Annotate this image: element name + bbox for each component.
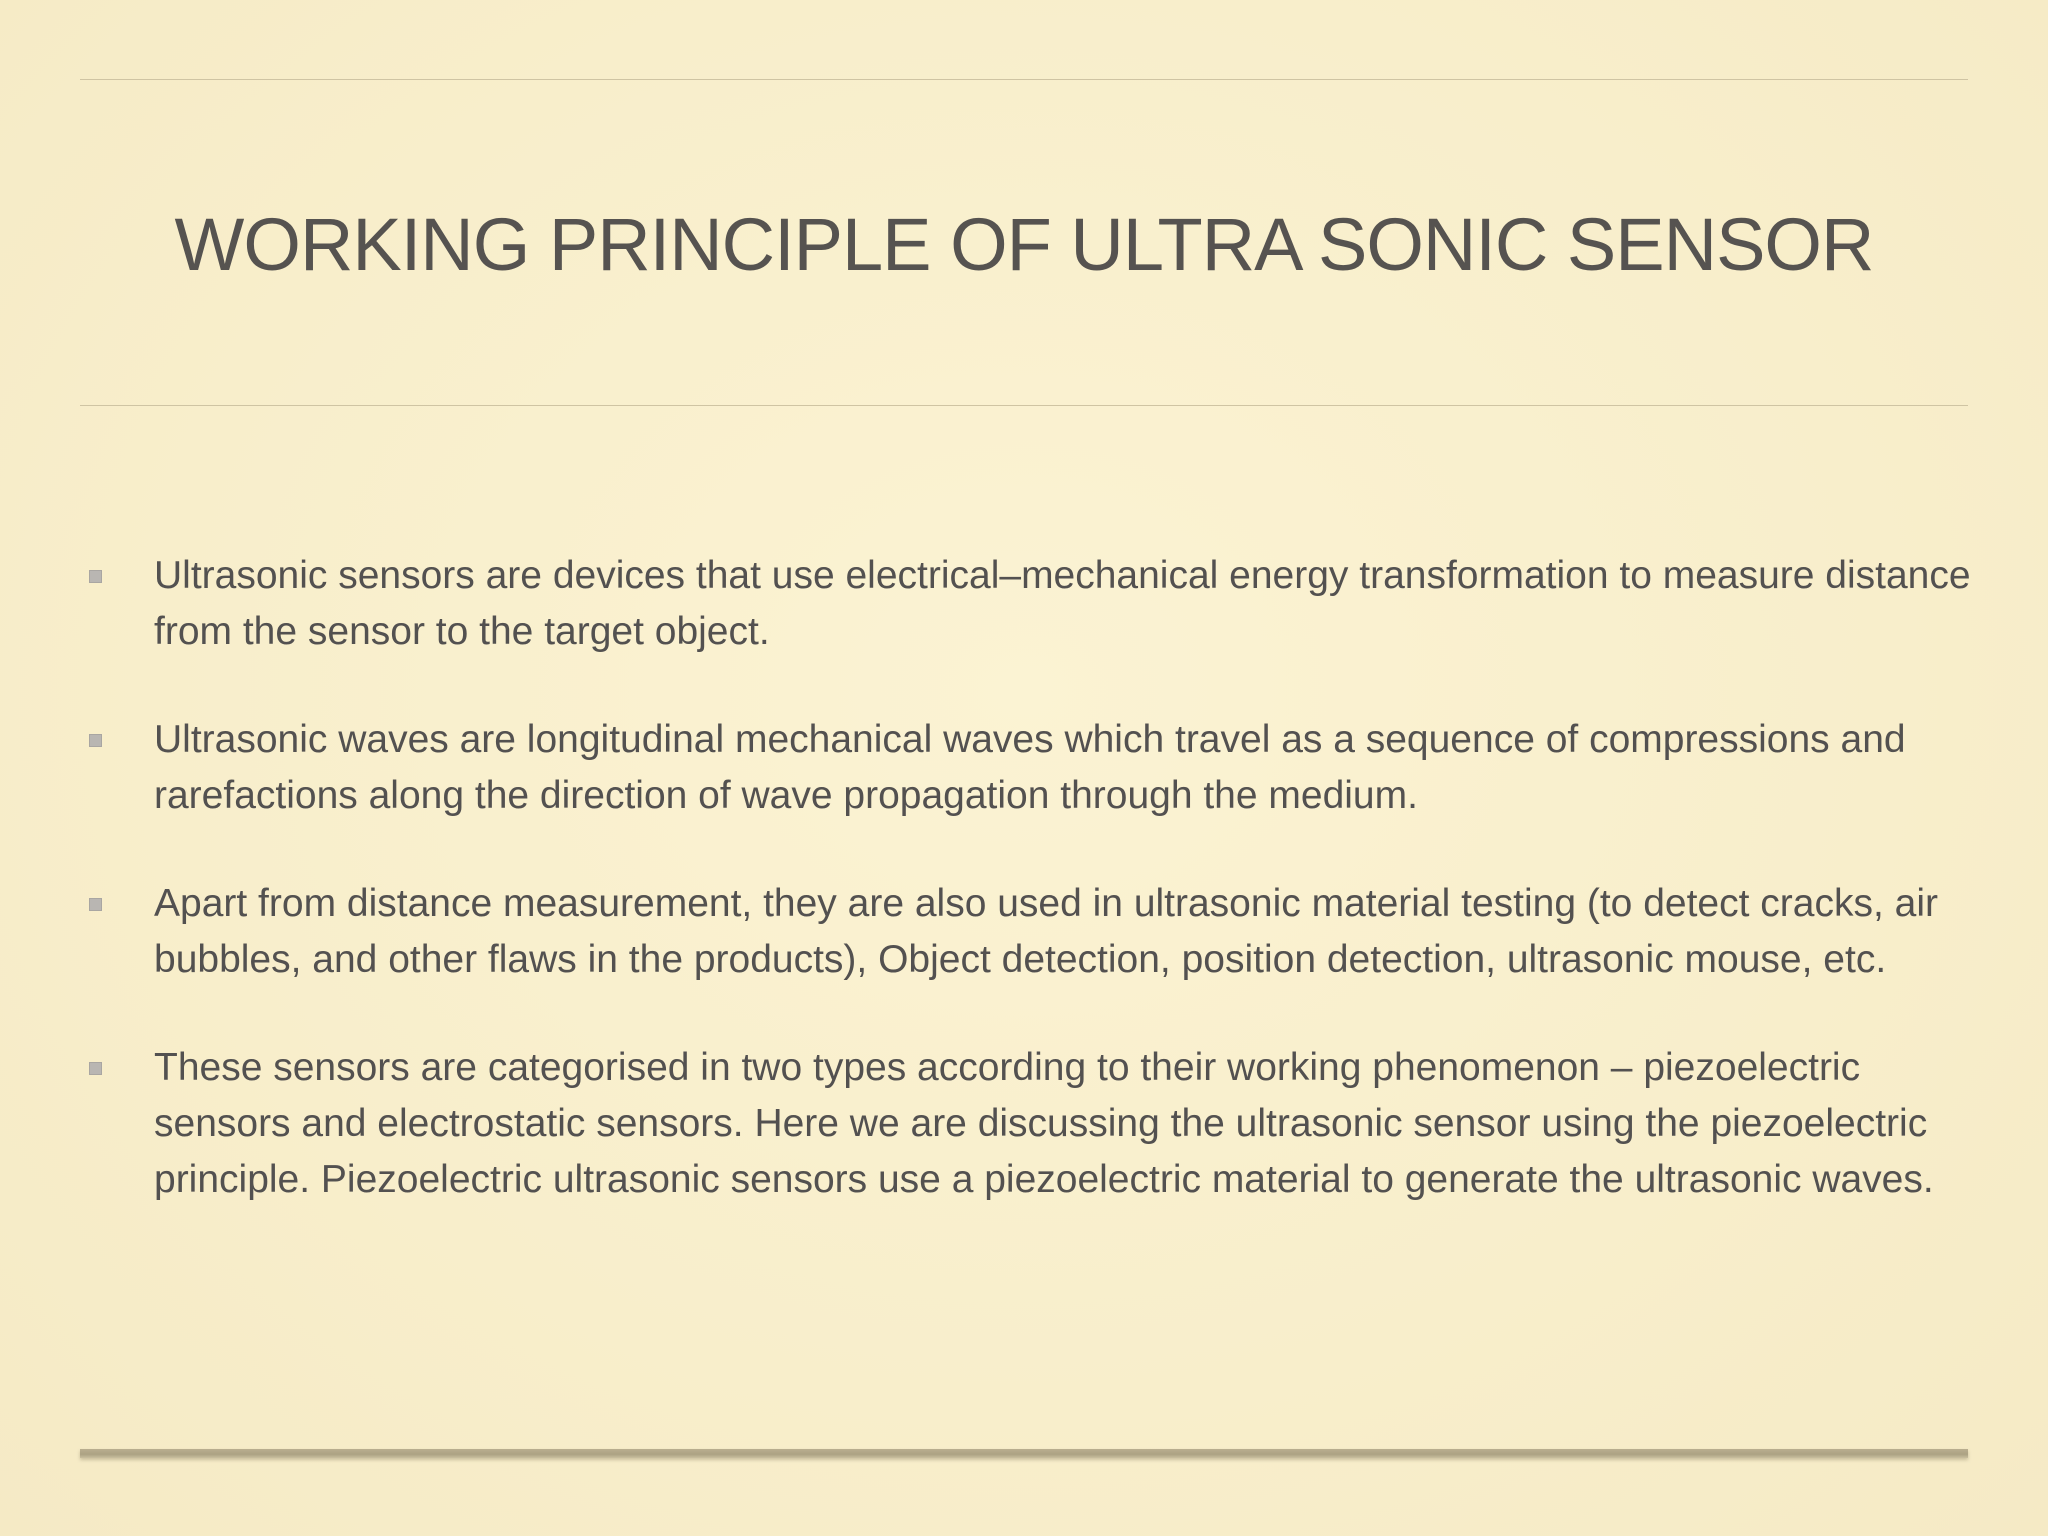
bullet-item xyxy=(80,1040,1980,1208)
bottom-divider xyxy=(80,1449,1968,1458)
bullet-text: Apart from distance measurement, they are also used in ultrasonic material testing (to detect cracks, air bubbles, and other flaws in the products), Object detection, position detection, ultrasonic mouse, etc. xyxy=(154,882,1938,981)
square-bullet-icon xyxy=(89,570,102,583)
bullet-item xyxy=(80,876,1980,988)
slide-title: WORKING PRINCIPLE OF ULTRA SONIC SENSOR xyxy=(174,203,1874,286)
title-divider xyxy=(80,405,1968,406)
bullet-text: Ultrasonic waves are longitudinal mechanical waves which travel as a sequence of compressions and rarefactions along the direction of wave propagation through the medium. xyxy=(154,718,1906,817)
square-bullet-icon xyxy=(89,898,102,911)
top-divider xyxy=(80,79,1968,80)
square-bullet-icon xyxy=(89,734,102,747)
bullet-text: These sensors are categorised in two types according to their working phenomenon – piezoelectric sensors and electrostatic sensors. Here we are discussing the ultrasonic sensor using the piezoelectric principle. Piezoelectric ultrasonic sensors use a piezoelectric material to generate the ultrasonic waves. xyxy=(154,1046,1934,1201)
bullet-item xyxy=(80,548,1980,660)
bullet-list xyxy=(80,548,1980,1260)
bullet-text: Ultrasonic sensors are devices that use electrical–mechanical energy transformation to measure distance from the sensor to the target object. xyxy=(154,554,1971,653)
square-bullet-icon xyxy=(89,1062,102,1075)
bullet-item xyxy=(80,712,1980,824)
